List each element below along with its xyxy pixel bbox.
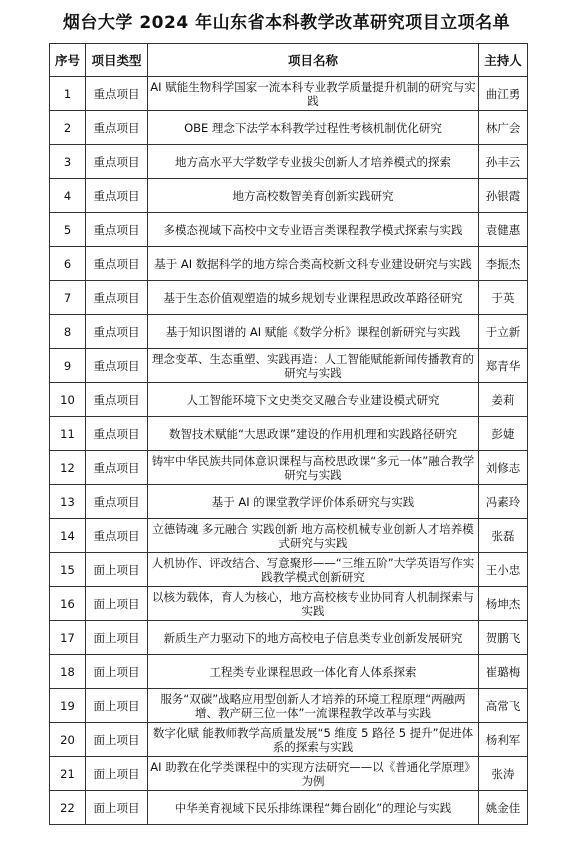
- header-name: 项目名称: [148, 44, 479, 77]
- cell-no: 14: [50, 519, 86, 553]
- cell-no: 4: [50, 179, 86, 213]
- cell-no: 18: [50, 655, 86, 689]
- table-row: [50, 77, 528, 111]
- table-row: [50, 383, 528, 417]
- table-row: [50, 179, 528, 213]
- cell-no: 16: [50, 587, 86, 621]
- cell-type: 面上项目: [86, 689, 148, 723]
- cell-name: 多模态视域下高校中文专业语言类课程教学模式探索与实践: [148, 213, 479, 247]
- table-row: [50, 485, 528, 519]
- cell-name: 地方高校数智美育创新实践研究: [148, 179, 479, 213]
- cell-type: 面上项目: [86, 553, 148, 587]
- cell-type: 重点项目: [86, 315, 148, 349]
- cell-leader: 姜莉: [479, 383, 528, 417]
- table-row: [50, 791, 528, 825]
- cell-type: 重点项目: [86, 383, 148, 417]
- cell-name: 以核为载体，育人为核心，地方高校核专业协同育人机制探索与实践: [148, 587, 479, 621]
- cell-leader: 张涛: [479, 757, 528, 791]
- cell-leader: 孙银霞: [479, 179, 528, 213]
- cell-no: 12: [50, 451, 86, 485]
- table-row: [50, 247, 528, 281]
- table-row: [50, 655, 528, 689]
- cell-leader: 彭婕: [479, 417, 528, 451]
- cell-no: 7: [50, 281, 86, 315]
- cell-name: 立德铸魂 多元融合 实践创新 地方高校机械专业创新人才培养模式研究与实践: [148, 519, 479, 553]
- table-row: [50, 757, 528, 791]
- cell-name: 服务“双碳”战略应用型创新人才培养的环境工程原理“两融两增、教产研三位一体”一流课程教学改革与实践: [148, 689, 479, 723]
- cell-leader: 郑青华: [479, 349, 528, 383]
- cell-no: 10: [50, 383, 86, 417]
- cell-leader: 姚金佳: [479, 791, 528, 825]
- cell-type: 面上项目: [86, 621, 148, 655]
- cell-leader: 刘修志: [479, 451, 528, 485]
- cell-leader: 袁健惠: [479, 213, 528, 247]
- cell-no: 1: [50, 77, 86, 111]
- cell-no: 20: [50, 723, 86, 757]
- cell-leader: 孙丰云: [479, 145, 528, 179]
- cell-name: 新质生产力驱动下的地方高校电子信息类专业创新发展研究: [148, 621, 479, 655]
- table-row: [50, 689, 528, 723]
- cell-leader: 王小忠: [479, 553, 528, 587]
- cell-type: 面上项目: [86, 757, 148, 791]
- header-leader: 主持人: [479, 44, 528, 77]
- table-row: [50, 315, 528, 349]
- cell-name: 工程类专业课程思政一体化育人体系探索: [148, 655, 479, 689]
- cell-leader: 张磊: [479, 519, 528, 553]
- cell-no: 5: [50, 213, 86, 247]
- table-row: [50, 553, 528, 587]
- cell-name: AI 赋能生物科学国家一流本科专业教学质量提升机制的研究与实践: [148, 77, 479, 111]
- cell-type: 面上项目: [86, 791, 148, 825]
- cell-type: 面上项目: [86, 655, 148, 689]
- cell-type: 重点项目: [86, 145, 148, 179]
- cell-name: 铸牢中华民族共同体意识课程与高校思政课“多元一体”融合教学研究与实践: [148, 451, 479, 485]
- cell-leader: 杨坤杰: [479, 587, 528, 621]
- cell-no: 13: [50, 485, 86, 519]
- cell-no: 17: [50, 621, 86, 655]
- cell-leader: 冯素玲: [479, 485, 528, 519]
- table-row: [50, 111, 528, 145]
- table-row: [50, 213, 528, 247]
- cell-leader: 高常飞: [479, 689, 528, 723]
- cell-type: 重点项目: [86, 281, 148, 315]
- table-row: [50, 451, 528, 485]
- table-row: [50, 723, 528, 757]
- cell-leader: 曲江勇: [479, 77, 528, 111]
- table-row: [50, 145, 528, 179]
- project-table: [49, 43, 528, 825]
- cell-no: 19: [50, 689, 86, 723]
- cell-no: 11: [50, 417, 86, 451]
- cell-leader: 崔璐梅: [479, 655, 528, 689]
- cell-name: 基于生态价值观塑造的城乡规划专业课程思政改革路径研究: [148, 281, 479, 315]
- cell-leader: 于英: [479, 281, 528, 315]
- cell-no: 2: [50, 111, 86, 145]
- cell-name: 基于 AI 的课堂教学评价体系研究与实践: [148, 485, 479, 519]
- cell-name: OBE 理念下法学本科教学过程性考核机制优化研究: [148, 111, 479, 145]
- table-header-row: [50, 44, 528, 77]
- cell-no: 3: [50, 145, 86, 179]
- cell-leader: 贺鹏飞: [479, 621, 528, 655]
- cell-no: 6: [50, 247, 86, 281]
- cell-type: 重点项目: [86, 349, 148, 383]
- cell-no: 15: [50, 553, 86, 587]
- cell-type: 重点项目: [86, 485, 148, 519]
- table-row: [50, 417, 528, 451]
- header-no: 序号: [50, 44, 86, 77]
- header-type: 项目类型: [86, 44, 148, 77]
- cell-name: 中华美育视域下民乐排练课程“舞台剧化”的理论与实践: [148, 791, 479, 825]
- cell-type: 重点项目: [86, 77, 148, 111]
- cell-name: 基于知识图谱的 AI 赋能《数学分析》课程创新研究与实践: [148, 315, 479, 349]
- cell-name: 地方高水平大学数学专业拔尖创新人才培养模式的探索: [148, 145, 479, 179]
- cell-type: 重点项目: [86, 417, 148, 451]
- cell-name: 基于 AI 数据科学的地方综合类高校新文科专业建设研究与实践: [148, 247, 479, 281]
- table-row: [50, 281, 528, 315]
- cell-no: 22: [50, 791, 86, 825]
- cell-type: 重点项目: [86, 111, 148, 145]
- cell-name: 数字化赋 能教师教学高质量发展“5 维度 5 路径 5 提升”促进体系的探索与实践: [148, 723, 479, 757]
- cell-leader: 李振杰: [479, 247, 528, 281]
- cell-name: 数智技术赋能“大思政课”建设的作用机理和实践路径研究: [148, 417, 479, 451]
- cell-name: 人机协作、评改结合、写意聚形——“三维五阶”大学英语写作实践教学模式创新研究: [148, 553, 479, 587]
- cell-leader: 于立新: [479, 315, 528, 349]
- cell-type: 重点项目: [86, 247, 148, 281]
- cell-type: 重点项目: [86, 451, 148, 485]
- cell-type: 面上项目: [86, 723, 148, 757]
- table-row: [50, 519, 528, 553]
- cell-no: 8: [50, 315, 86, 349]
- cell-type: 重点项目: [86, 519, 148, 553]
- table-row: [50, 587, 528, 621]
- page-title: 烟台大学 2024 年山东省本科教学改革研究项目立项名单: [62, 13, 511, 33]
- table-row: [50, 349, 528, 383]
- cell-type: 重点项目: [86, 213, 148, 247]
- cell-type: 面上项目: [86, 587, 148, 621]
- cell-type: 重点项目: [86, 179, 148, 213]
- cell-no: 21: [50, 757, 86, 791]
- cell-leader: 杨利军: [479, 723, 528, 757]
- table-row: [50, 621, 528, 655]
- cell-name: AI 助教在化学类课程中的实现方法研究——以《普通化学原理》为例: [148, 757, 479, 791]
- cell-name: 理念变革、生态重塑、实践再造：人工智能赋能新闻传播教育的研究与实践: [148, 349, 479, 383]
- cell-no: 9: [50, 349, 86, 383]
- cell-name: 人工智能环境下文史类交叉融合专业建设模式研究: [148, 383, 479, 417]
- cell-leader: 林广会: [479, 111, 528, 145]
